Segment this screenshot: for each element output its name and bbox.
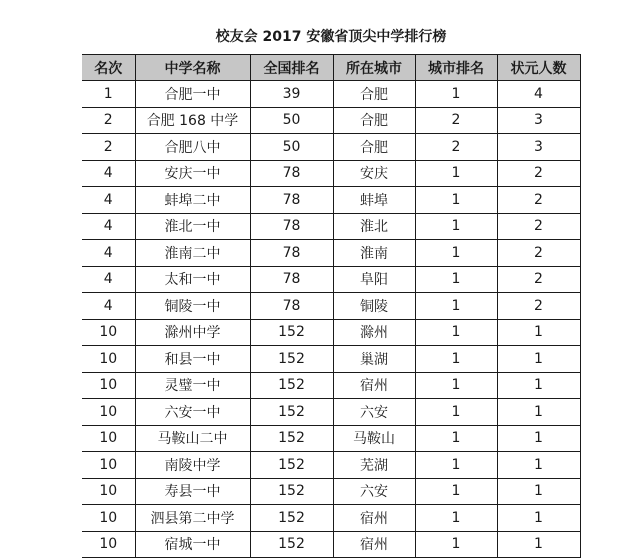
cell-city: 宿州 [333, 505, 415, 532]
cell-school-name: 六安一中 [135, 399, 250, 426]
cell-top-scorers: 2 [497, 240, 580, 267]
cell-city: 合肥 [333, 81, 415, 108]
cell-city-rank: 1 [415, 399, 497, 426]
cell-national-rank: 152 [250, 531, 333, 558]
cell-city-rank: 1 [415, 266, 497, 293]
cell-rank: 10 [82, 452, 135, 479]
cell-city: 淮北 [333, 213, 415, 240]
cell-rank: 10 [82, 505, 135, 532]
cell-school-name: 南陵中学 [135, 452, 250, 479]
table-row [82, 213, 580, 240]
header-national-rank: 全国排名 [250, 55, 333, 81]
cell-city: 宿州 [333, 531, 415, 558]
cell-city-rank: 1 [415, 293, 497, 320]
cell-school-name: 太和一中 [135, 266, 250, 293]
cell-rank: 10 [82, 346, 135, 373]
cell-city-rank: 1 [415, 240, 497, 267]
cell-city-rank: 1 [415, 81, 497, 108]
cell-city: 蚌埠 [333, 187, 415, 214]
cell-city: 滁州 [333, 319, 415, 346]
cell-rank: 1 [82, 81, 135, 108]
table-row [82, 346, 580, 373]
cell-city-rank: 1 [415, 187, 497, 214]
cell-national-rank: 78 [250, 187, 333, 214]
table-row [82, 187, 580, 214]
cell-school-name: 铜陵一中 [135, 293, 250, 320]
table-row [82, 293, 580, 320]
cell-top-scorers: 1 [497, 319, 580, 346]
cell-city: 六安 [333, 478, 415, 505]
cell-city: 阜阳 [333, 266, 415, 293]
cell-city: 宿州 [333, 372, 415, 399]
cell-national-rank: 50 [250, 134, 333, 161]
header-city: 所在城市 [333, 55, 415, 81]
header-top-scorers: 状元人数 [497, 55, 580, 81]
cell-top-scorers: 1 [497, 505, 580, 532]
cell-rank: 10 [82, 425, 135, 452]
cell-city-rank: 1 [415, 425, 497, 452]
cell-rank: 10 [82, 399, 135, 426]
cell-city: 合肥 [333, 107, 415, 134]
cell-rank: 10 [82, 478, 135, 505]
cell-city: 六安 [333, 399, 415, 426]
table-header-row [82, 55, 580, 81]
cell-national-rank: 152 [250, 505, 333, 532]
cell-city: 合肥 [333, 134, 415, 161]
cell-top-scorers: 2 [497, 293, 580, 320]
cell-city-rank: 1 [415, 319, 497, 346]
ranking-table [82, 54, 581, 558]
cell-school-name: 淮南二中 [135, 240, 250, 267]
cell-city-rank: 1 [415, 452, 497, 479]
cell-national-rank: 78 [250, 240, 333, 267]
cell-school-name: 淮北一中 [135, 213, 250, 240]
cell-school-name: 滁州中学 [135, 319, 250, 346]
cell-national-rank: 50 [250, 107, 333, 134]
cell-national-rank: 152 [250, 372, 333, 399]
cell-top-scorers: 3 [497, 107, 580, 134]
cell-rank: 4 [82, 160, 135, 187]
cell-school-name: 合肥一中 [135, 81, 250, 108]
cell-city-rank: 2 [415, 134, 497, 161]
cell-city: 巢湖 [333, 346, 415, 373]
cell-top-scorers: 1 [497, 531, 580, 558]
cell-rank: 4 [82, 187, 135, 214]
table-body [82, 81, 580, 558]
cell-national-rank: 78 [250, 213, 333, 240]
cell-city-rank: 1 [415, 478, 497, 505]
cell-top-scorers: 1 [497, 478, 580, 505]
cell-city-rank: 2 [415, 107, 497, 134]
table-row [82, 319, 580, 346]
table-row [82, 478, 580, 505]
cell-rank: 2 [82, 134, 135, 161]
cell-city-rank: 1 [415, 346, 497, 373]
table-row [82, 266, 580, 293]
cell-school-name: 宿城一中 [135, 531, 250, 558]
table-row [82, 160, 580, 187]
cell-school-name: 蚌埠二中 [135, 187, 250, 214]
cell-top-scorers: 1 [497, 452, 580, 479]
cell-top-scorers: 2 [497, 266, 580, 293]
cell-city-rank: 1 [415, 531, 497, 558]
page-title: 校友会 2017 安徽省顶尖中学排行榜 [215, 29, 447, 45]
cell-rank: 4 [82, 240, 135, 267]
table-row [82, 505, 580, 532]
table-row [82, 372, 580, 399]
cell-city-rank: 1 [415, 372, 497, 399]
cell-school-name: 合肥八中 [135, 134, 250, 161]
cell-rank: 4 [82, 266, 135, 293]
cell-city: 安庆 [333, 160, 415, 187]
cell-national-rank: 152 [250, 399, 333, 426]
cell-city: 淮南 [333, 240, 415, 267]
cell-national-rank: 152 [250, 425, 333, 452]
header-rank: 名次 [82, 55, 135, 81]
cell-top-scorers: 2 [497, 187, 580, 214]
cell-rank: 10 [82, 372, 135, 399]
table-row [82, 531, 580, 558]
cell-school-name: 马鞍山二中 [135, 425, 250, 452]
cell-school-name: 寿县一中 [135, 478, 250, 505]
cell-national-rank: 152 [250, 452, 333, 479]
cell-top-scorers: 1 [497, 372, 580, 399]
cell-top-scorers: 3 [497, 134, 580, 161]
cell-top-scorers: 1 [497, 399, 580, 426]
cell-school-name: 灵璧一中 [135, 372, 250, 399]
cell-rank: 4 [82, 213, 135, 240]
cell-top-scorers: 2 [497, 160, 580, 187]
cell-school-name: 泗县第二中学 [135, 505, 250, 532]
cell-city: 铜陵 [333, 293, 415, 320]
table-row [82, 81, 580, 108]
cell-school-name: 合肥 168 中学 [135, 107, 250, 134]
cell-national-rank: 78 [250, 293, 333, 320]
cell-top-scorers: 1 [497, 346, 580, 373]
cell-national-rank: 78 [250, 266, 333, 293]
table-row [82, 425, 580, 452]
cell-national-rank: 152 [250, 346, 333, 373]
header-school-name: 中学名称 [135, 55, 250, 81]
cell-top-scorers: 1 [497, 425, 580, 452]
table-row [82, 399, 580, 426]
table-row [82, 240, 580, 267]
cell-rank: 4 [82, 293, 135, 320]
cell-national-rank: 152 [250, 478, 333, 505]
cell-national-rank: 78 [250, 160, 333, 187]
cell-rank: 10 [82, 319, 135, 346]
table-row [82, 107, 580, 134]
cell-rank: 2 [82, 107, 135, 134]
cell-school-name: 和县一中 [135, 346, 250, 373]
cell-city: 马鞍山 [333, 425, 415, 452]
cell-city-rank: 1 [415, 505, 497, 532]
cell-school-name: 安庆一中 [135, 160, 250, 187]
table-row [82, 452, 580, 479]
cell-city-rank: 1 [415, 213, 497, 240]
cell-city: 芜湖 [333, 452, 415, 479]
cell-city-rank: 1 [415, 160, 497, 187]
header-city-rank: 城市排名 [415, 55, 497, 81]
cell-top-scorers: 2 [497, 213, 580, 240]
cell-top-scorers: 4 [497, 81, 580, 108]
table-row [82, 134, 580, 161]
cell-national-rank: 39 [250, 81, 333, 108]
cell-rank: 10 [82, 531, 135, 558]
cell-national-rank: 152 [250, 319, 333, 346]
